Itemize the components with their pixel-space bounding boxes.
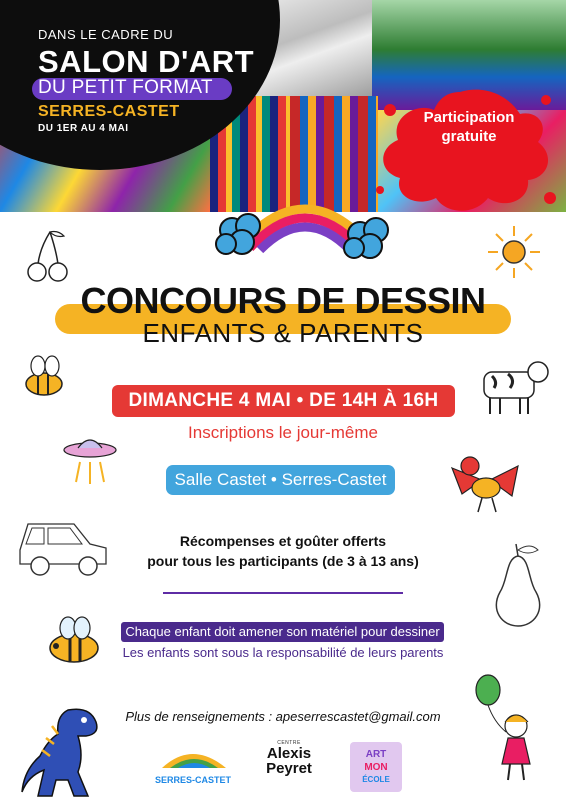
salon-dates: DU 1ER AU 4 MAI bbox=[38, 123, 129, 134]
badge-line2: gratuite bbox=[441, 128, 497, 145]
rewards-line2: pour tous les participants (de 3 à 13 ans) bbox=[147, 553, 419, 569]
ecole-line2: MON bbox=[364, 762, 388, 773]
dragon-icon bbox=[442, 448, 528, 520]
sun-icon bbox=[478, 222, 548, 282]
registration-note: Inscriptions le jour-même bbox=[188, 423, 378, 442]
centre-name-line1: Alexis bbox=[266, 745, 312, 762]
salon-title: SALON D'ART bbox=[38, 44, 255, 79]
salon-prefix: DANS LE CADRE DU bbox=[38, 27, 174, 42]
responsibility-note: Les enfants sont sous la responsabilité de leurs parents bbox=[122, 645, 444, 660]
rewards-text bbox=[0, 531, 566, 571]
centre-name-line2: Peyret bbox=[266, 760, 312, 777]
rainbow-icon bbox=[210, 182, 400, 272]
centre-label: CENTRE bbox=[277, 740, 301, 746]
event-date-pill: DIMANCHE 4 MAI • DE 14H À 16H bbox=[112, 385, 455, 417]
salon-subtitle: DU PETIT FORMAT bbox=[38, 77, 213, 98]
ufo-icon bbox=[62, 430, 118, 490]
serres-castet-emblem-icon bbox=[152, 742, 234, 770]
contact-line: Plus de renseignements : apeserrescastet@gmail.com bbox=[125, 709, 441, 724]
ecole-line3: ÉCOLE bbox=[362, 775, 390, 784]
bee-icon bbox=[40, 614, 108, 670]
section-divider bbox=[163, 592, 403, 594]
rewards-line1: Récompenses et goûter offerts bbox=[179, 533, 387, 549]
pear-sketch-icon bbox=[486, 540, 550, 630]
salon-city: SERRES-CASTET bbox=[38, 103, 180, 120]
girl-with-balloon-icon bbox=[472, 672, 548, 784]
ecole-line1: ART bbox=[365, 749, 387, 760]
art-mon-ecole-logo bbox=[350, 742, 402, 792]
cow-icon bbox=[478, 352, 558, 420]
badge-line1: Participation bbox=[423, 109, 515, 126]
contest-subtitle: ENFANTS & PARENTS bbox=[142, 318, 424, 348]
serres-castet-logo bbox=[152, 742, 234, 788]
venue-pill: Salle Castet • Serres-Castet bbox=[166, 465, 395, 495]
free-participation-badge bbox=[412, 108, 526, 146]
cartoon-bee-icon bbox=[16, 346, 72, 406]
material-note: Chaque enfant doit amener son matériel pour dessiner bbox=[121, 622, 444, 642]
serres-castet-logo-text: SERRES-CASTET bbox=[154, 775, 231, 785]
centre-alexis-peyret-logo bbox=[258, 740, 320, 792]
cherries-icon bbox=[22, 228, 72, 286]
contest-title: CONCOURS DE DESSIN bbox=[80, 280, 486, 321]
